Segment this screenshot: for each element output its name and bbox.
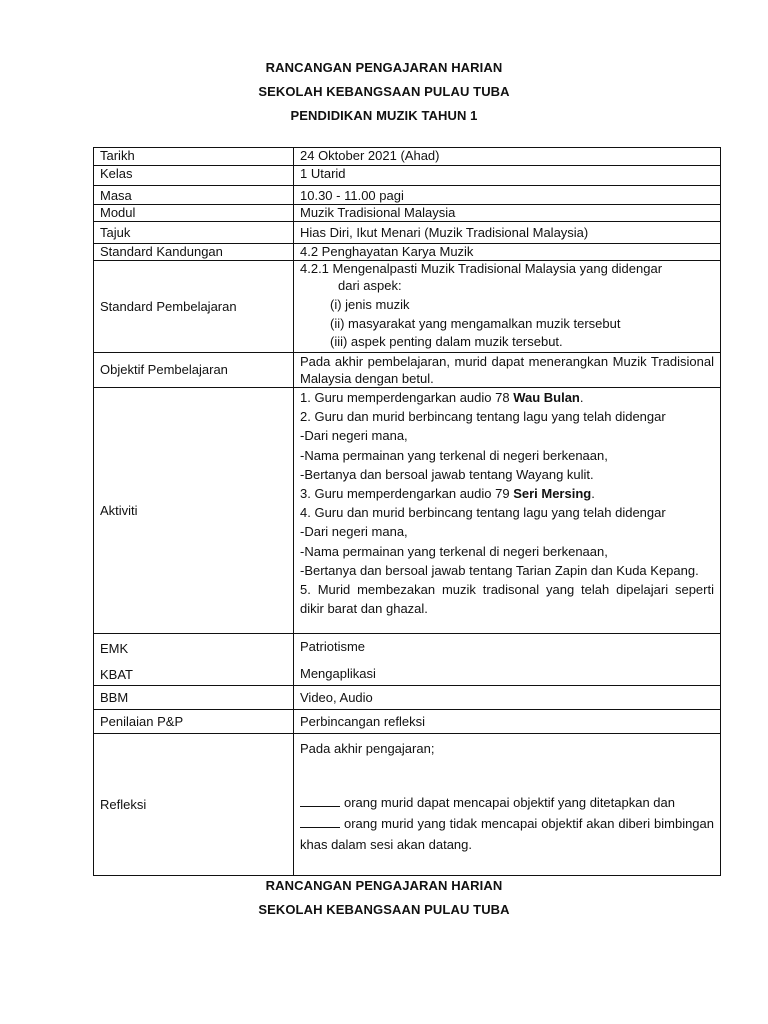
row-kelas: [94, 166, 721, 186]
value-masa: 10.30 - 11.00 pagi: [294, 186, 721, 205]
blank-field[interactable]: [300, 815, 340, 828]
sp-item-1: (i) jenis muzik: [330, 297, 410, 312]
row-masa: [94, 186, 721, 205]
row-refleksi: [94, 734, 721, 876]
value-tajuk: Hias Diri, Ikut Menari (Muzik Tradisional Malaysia): [294, 222, 721, 244]
value-standard-pembelajaran: [294, 261, 721, 353]
row-aktiviti: [94, 388, 721, 634]
value-tarikh: 24 Oktober 2021 (Ahad): [294, 148, 721, 166]
sp-line-1: 4.2.1 Mengenalpasti Muzik Tradisional Malaysia yang didengar: [300, 261, 663, 276]
label-bbm: BBM: [94, 686, 294, 710]
label-refleksi: Refleksi: [94, 734, 294, 876]
label-modul: Modul: [94, 205, 294, 222]
label-masa: Masa: [94, 186, 294, 205]
activity-2-item: -Bertanya dan bersoal jawab tentang Wayang kulit.: [300, 466, 594, 482]
refleksi-line-2: orang murid dapat mencapai objektif yang ditetapkan dan: [300, 792, 714, 813]
value-objektif: Pada akhir pembelajaran, murid dapat menerangkan Muzik Tradisional Malaysia dengan betul.: [294, 353, 721, 388]
refleksi-line-1: Pada akhir pengajaran;: [300, 741, 435, 756]
refleksi-line-3: orang murid yang tidak mencapai objektif akan diberi bimbingan khas dalam sesi akan datang.: [300, 816, 714, 852]
row-modul: [94, 205, 721, 222]
row-standard-kandungan: [94, 244, 721, 261]
value-modul: Muzik Tradisional Malaysia: [294, 205, 721, 222]
song-seri-mersing: Seri Mersing: [513, 486, 592, 502]
activity-4-item: -Nama permainan yang terkenal di negeri berkenaan,: [300, 543, 608, 559]
activity-2-item: -Dari negeri mana,: [300, 428, 408, 444]
blank-field[interactable]: [300, 794, 340, 807]
label-kelas: Kelas: [94, 166, 294, 186]
label-emk: EMK: [100, 641, 129, 656]
row-penilaian: [94, 710, 721, 734]
row-standard-pembelajaran: [94, 261, 721, 353]
activity-5: 5. Murid membezakan muzik tradisonal yang telah dipelajari seperti dikir barat dan ghazal.: [300, 582, 714, 617]
activity-4: 4. Guru dan murid berbincang tentang lagu yang telah didengar: [300, 505, 666, 521]
label-tajuk: Tajuk: [94, 222, 294, 244]
value-emk: Patriotisme: [300, 639, 366, 654]
label-penilaian: Penilaian P&P: [94, 710, 294, 734]
activity-4-item: -Dari negeri mana,: [300, 524, 408, 540]
value-refleksi: [294, 734, 721, 876]
value-kbat: Mengaplikasi: [300, 666, 376, 681]
sp-line-2: dari aspek:: [338, 278, 402, 293]
sp-item-2: (ii) masyarakat yang mengamalkan muzik tersebut: [330, 316, 621, 331]
subject-title: PENDIDIKAN MUZIK TAHUN 1: [290, 108, 478, 123]
school-name: SEKOLAH KEBANGSAAN PULAU TUBA: [258, 84, 510, 99]
value-aktiviti: [294, 388, 721, 634]
activity-4-item: -Bertanya dan bersoal jawab tentang Tarian Zapin dan Kuda Kepang.: [300, 562, 699, 578]
row-tarikh: [94, 148, 721, 166]
document-title: RANCANGAN PENGAJARAN HARIAN: [265, 60, 503, 75]
row-objektif: [94, 353, 721, 388]
row-tajuk: [94, 222, 721, 244]
value-standard-kandungan: 4.2 Penghayatan Karya Muzik: [294, 244, 721, 261]
label-objektif: Objektif Pembelajaran: [94, 353, 294, 388]
value-bbm: Video, Audio: [294, 686, 721, 710]
lesson-plan-table: [93, 147, 721, 876]
activity-2: 2. Guru dan murid berbincang tentang lagu yang telah didengar: [300, 409, 666, 425]
label-standard-pembelajaran: Standard Pembelajaran: [94, 261, 294, 353]
value-kelas: 1 Utarid: [294, 166, 721, 186]
footer-title: RANCANGAN PENGAJARAN HARIAN: [265, 878, 503, 893]
song-wau-bulan: Wau Bulan: [513, 390, 580, 405]
activity-1: 1. Guru memperdengarkan audio 78 Wau Bulan.: [300, 390, 584, 405]
row-emk-kbat: [94, 634, 721, 686]
label-kbat: KBAT: [100, 667, 133, 682]
value-emk-kbat: [294, 634, 721, 686]
label-aktiviti: Aktiviti: [94, 388, 294, 634]
label-tarikh: Tarikh: [94, 148, 294, 166]
footer-school-name: SEKOLAH KEBANGSAAN PULAU TUBA: [258, 902, 510, 917]
activity-3: 3. Guru memperdengarkan audio 79 Seri Mersing.: [300, 486, 595, 502]
sp-item-3: (iii) aspek penting dalam muzik tersebut.: [330, 334, 563, 349]
label-emk-kbat: [94, 634, 294, 686]
activity-2-item: -Nama permainan yang terkenal di negeri berkenaan,: [300, 447, 608, 463]
label-standard-kandungan: Standard Kandungan: [94, 244, 294, 261]
row-bbm: [94, 686, 721, 710]
value-penilaian: Perbincangan refleksi: [294, 710, 721, 734]
